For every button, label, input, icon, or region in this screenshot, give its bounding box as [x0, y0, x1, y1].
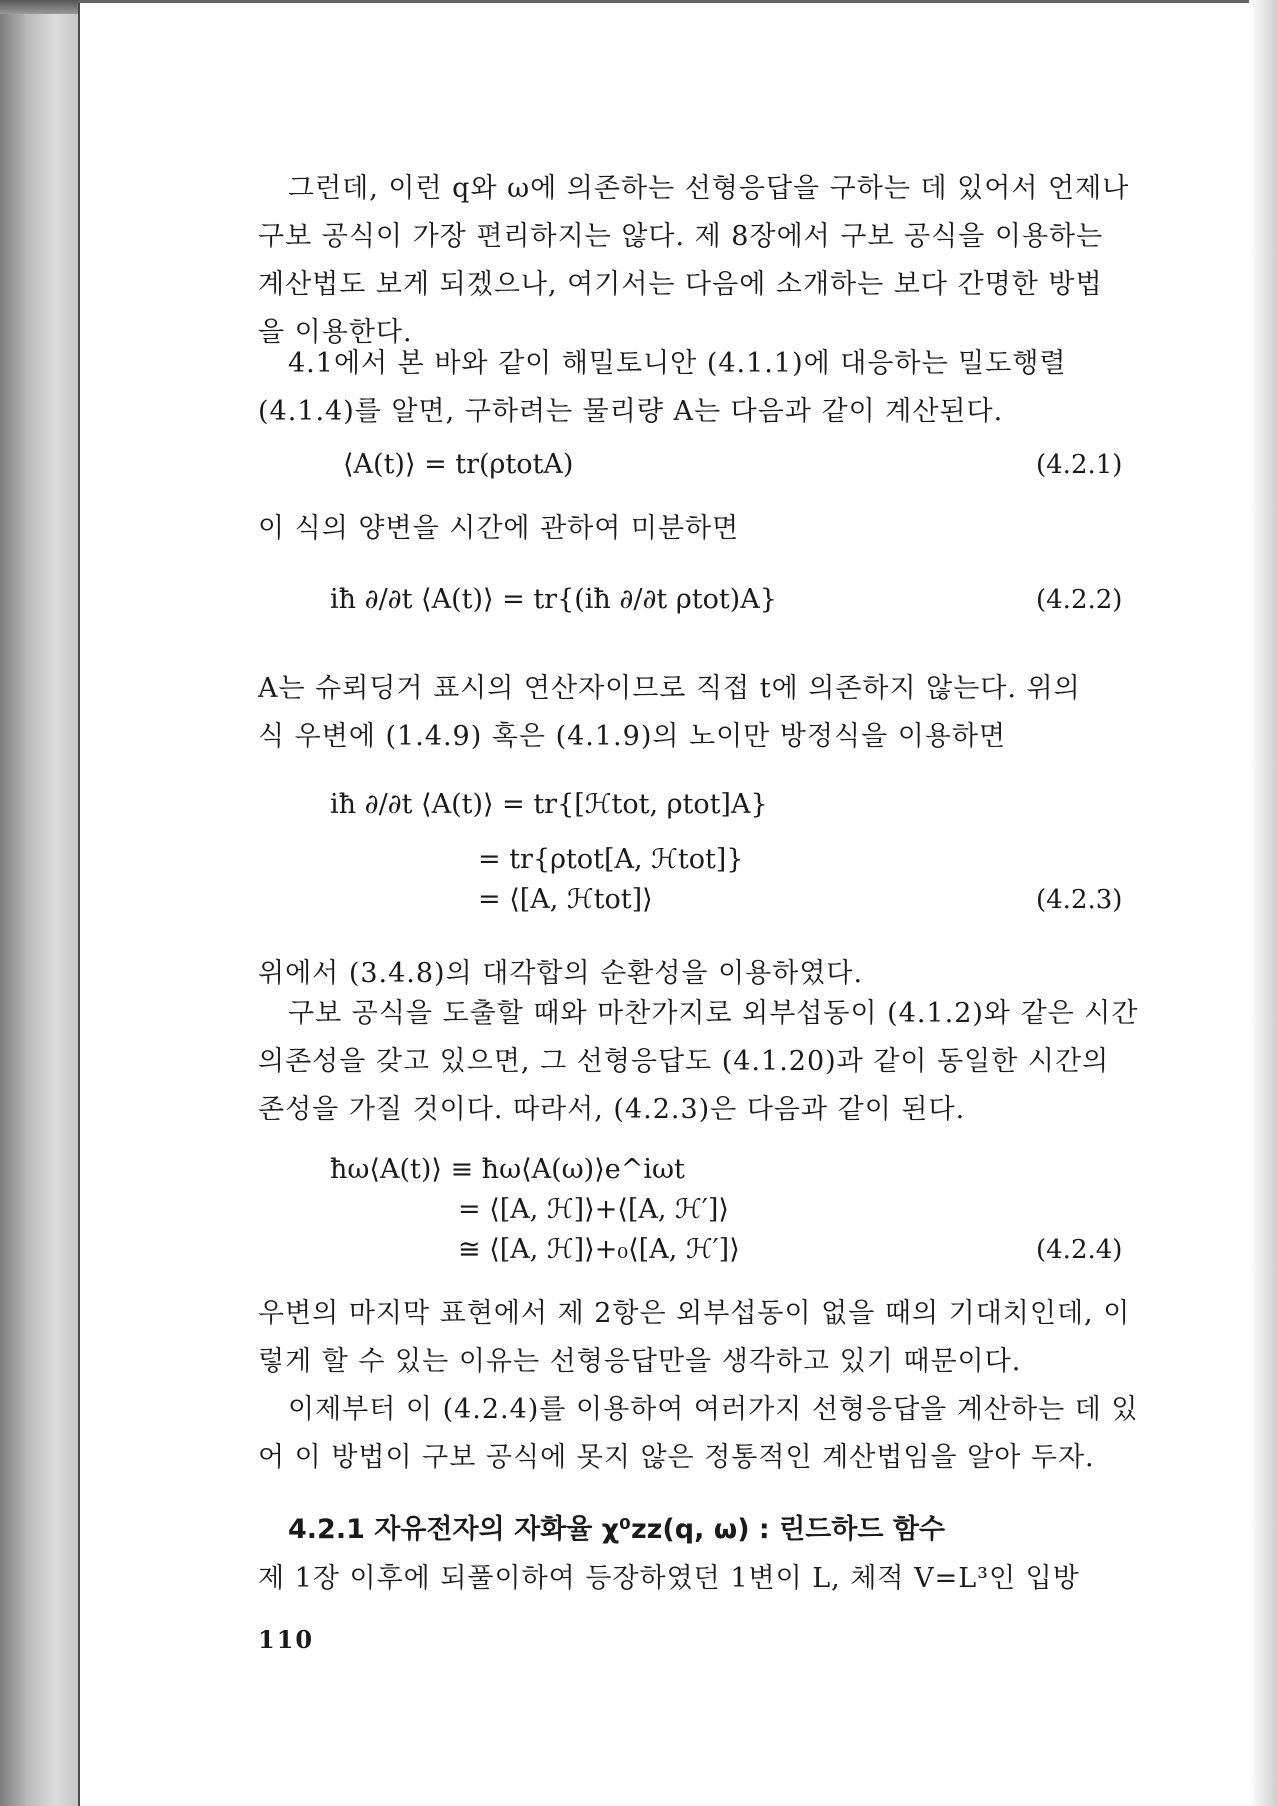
text-line: A는 슈뢰딩거 표시의 연산자이므로 직접 t에 의존하지 않는다. 위의	[258, 673, 1081, 704]
text-line: 제 1장 이후에 되풀이하여 등장하였던 1변이 L, 체적 V=L³인 입방	[258, 1563, 1080, 1594]
text-line: 우변의 마지막 표현에서 제 2항은 외부섭동이 없을 때의 기대치인데, 이	[258, 1298, 1131, 1329]
text-line: 계산법도 보게 되겠으나, 여기서는 다음에 소개하는 보다 간명한 방법	[258, 269, 1103, 300]
equation-4-2-4-line-2: = ⟨[A, ℋ]⟩+⟨[A, ℋ′]⟩	[458, 1194, 729, 1225]
equation-4-2-3-line-3: = ⟨[A, ℋtot]⟩	[478, 884, 653, 915]
paragraph-4	[258, 665, 1218, 761]
text-line: 구보 공식이 가장 편리하지는 않다. 제 8장에서 구보 공식을 이용하는	[258, 221, 1104, 252]
equation-4-2-2: iħ ∂/∂t ⟨A(t)⟩ = tr{(iħ ∂/∂t ρtot)A}	[330, 584, 777, 615]
book-spine	[0, 0, 80, 1806]
text-line: 의존성을 갖고 있으면, 그 선형응답도 (4.1.20)과 같이 동일한 시간의	[258, 1046, 1110, 1077]
book-page	[78, 0, 1249, 1806]
paragraph-9	[258, 1555, 1218, 1603]
section-heading: 4.2.1 자유전자의 자화율 χ⁰zz(q, ω) : 린드하드 함수	[288, 1514, 946, 1545]
text-line: 이제부터 이 (4.2.4)를 이용하여 여러가지 선형응답을 계산하는 데 있	[288, 1394, 1139, 1425]
paragraph-1	[258, 165, 1218, 357]
paragraph-8	[258, 1386, 1218, 1482]
text-line: 그런데, 이런 q와 ω에 의존하는 선형응답을 구하는 데 있어서 언제나	[288, 173, 1130, 204]
equation-4-2-4-line-1: ħω⟨A(t)⟩ ≡ ħω⟨A(ω)⟩e^iωt	[330, 1154, 685, 1185]
page-number: 110	[258, 1625, 315, 1654]
equation-number: (4.2.2)	[1036, 585, 1123, 615]
equation-number: (4.2.4)	[1036, 1235, 1123, 1265]
text-line: 4.1에서 본 바와 같이 해밀토니안 (4.1.1)에 대응하는 밀도행렬	[288, 348, 1067, 379]
text-line: 식 우변에 (1.4.9) 혹은 (4.1.9)의 노이만 방정식을 이용하면	[258, 721, 1007, 752]
equation-number: (4.2.1)	[1036, 450, 1123, 480]
text-line: 위에서 (3.4.8)의 대각합의 순환성을 이용하였다.	[258, 958, 864, 989]
text-line: 존성을 가질 것이다. 따라서, (4.2.3)은 다음과 같이 된다.	[258, 1094, 966, 1125]
paragraph-3	[258, 505, 1218, 553]
page-edge-shadow	[1249, 0, 1277, 1806]
equation-4-2-1: ⟨A(t)⟩ = tr(ρtotA)	[343, 449, 574, 480]
text-line: 구보 공식을 도출할 때와 마찬가지로 외부섭동이 (4.1.2)와 같은 시간	[288, 998, 1139, 1029]
equation-4-2-3-line-2: = tr{ρtot[A, ℋtot]}	[478, 844, 744, 875]
text-line: 렇게 할 수 있는 이유는 선형응답만을 생각하고 있기 때문이다.	[258, 1346, 1022, 1377]
equation-number: (4.2.3)	[1036, 885, 1123, 915]
paragraph-2	[258, 340, 1218, 436]
equation-4-2-4-line-3: ≅ ⟨[A, ℋ]⟩+₀⟨[A, ℋ′]⟩	[458, 1234, 740, 1265]
text-line: (4.1.4)를 알면, 구하려는 물리량 A는 다음과 같이 계산된다.	[258, 396, 1004, 427]
equation-4-2-3-line-1: iħ ∂/∂t ⟨A(t)⟩ = tr{[ℋtot, ρtot]A}	[330, 789, 768, 820]
text-line: 이 식의 양변을 시간에 관하여 미분하면	[258, 513, 740, 544]
paragraph-7	[258, 1290, 1218, 1386]
text-line: 어 이 방법이 구보 공식에 못지 않은 정통적인 계산법임을 알아 두자.	[258, 1442, 1095, 1473]
paragraph-6	[258, 990, 1218, 1134]
text-line: 을 이용한다.	[258, 317, 413, 348]
